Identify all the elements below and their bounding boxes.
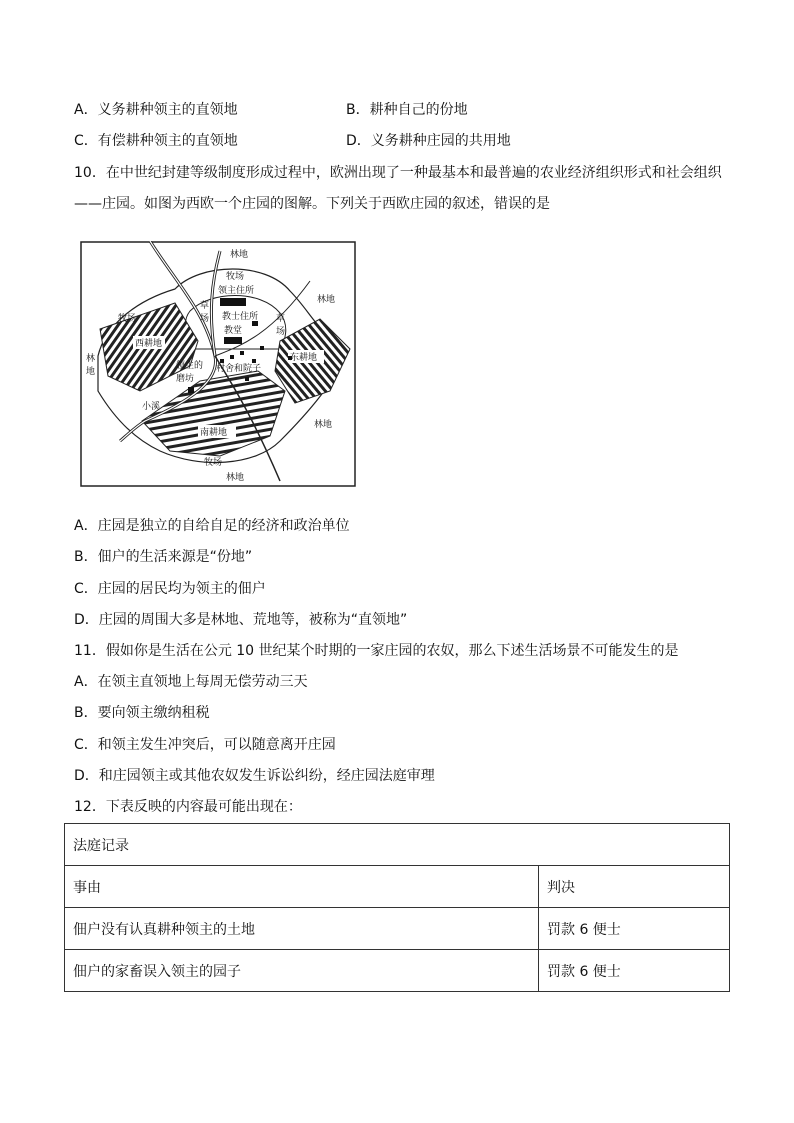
q10-stem-line2: ——庄园。如图为西欧一个庄园的图解。下列关于西欧庄园的叙述，错误的是 (74, 196, 550, 212)
label-forest-bottom: 林地 (226, 473, 245, 483)
label-stream: 小溪 (142, 402, 161, 412)
q10-stem-line1: 10．在中世纪封建等级制度形成过程中，欧洲出现了一种最基本和最普遍的农业经济组织形式和社会组织 (74, 165, 722, 181)
label-pasture-bottom: 牧场 (204, 458, 223, 468)
label-meadow-left-2: 场 (200, 314, 210, 324)
q9-option-row-1 (74, 100, 734, 120)
label-south-field: 南耕地 (200, 428, 228, 438)
q10-option-c: C．庄园的居民均为领主的佃户 (74, 581, 266, 597)
label-pasture-left: 牧场 (118, 314, 137, 324)
q9-option-c: C．有偿耕种领主的直领地 (74, 133, 238, 149)
table-header-verdict: 判决 (539, 866, 730, 908)
q11-option-b: B．要向领主缴纳租税 (74, 705, 210, 721)
label-lord-mill-1: 领主的 (176, 361, 204, 371)
table-row (65, 908, 730, 950)
label-lord-mill-2: 磨坊 (176, 374, 195, 384)
church-building (224, 337, 242, 344)
table-header-row (65, 866, 730, 908)
q10-option-b: B．佃户的生活来源是“份地” (74, 549, 253, 565)
label-forest-left-1: 林 (86, 354, 96, 364)
table-cell-cause: 佃户的家畜误入领主的园子 (65, 950, 539, 992)
label-west-field: 西耕地 (135, 339, 163, 349)
table-cell-verdict: 罚款 6 便士 (539, 908, 730, 950)
manor-diagram (80, 241, 356, 487)
q11-option-a: A．在领主直领地上每周无偿劳动三天 (74, 674, 308, 690)
q9-option-d: D．义务耕种庄园的共用地 (346, 133, 511, 149)
label-priest-house: 教士住所 (222, 312, 259, 322)
table-title: 法庭记录 (65, 824, 730, 866)
table-header-cause: 事由 (65, 866, 539, 908)
label-pasture-top: 牧场 (226, 272, 245, 282)
label-east-field: 东耕地 (290, 353, 318, 363)
label-lord-house: 领主住所 (218, 286, 255, 296)
q9-option-b: B．耕种自己的份地 (346, 102, 468, 118)
table-title-row (65, 824, 730, 866)
label-church: 教堂 (224, 326, 243, 336)
label-forest-lower-right: 林地 (314, 420, 333, 430)
label-forest-left-2: 地 (86, 367, 96, 377)
lord-house-building (220, 298, 246, 306)
label-village: 村舍和院子 (216, 364, 262, 374)
label-meadow-right-1: 草 (276, 314, 286, 324)
q11-option-c: C．和领主发生冲突后，可以随意离开庄园 (74, 737, 336, 753)
q12-stem: 12．下表反映的内容最可能出现在： (74, 799, 302, 815)
q10-option-a: A．庄园是独立的自给自足的经济和政治单位 (74, 518, 350, 534)
label-meadow-left-1: 草 (200, 301, 210, 311)
table-row (65, 950, 730, 992)
court-record-table (64, 823, 730, 992)
q11-option-d: D．和庄园领主或其他农奴发生诉讼纠纷，经庄园法庭审理 (74, 768, 435, 784)
label-meadow-right-2: 场 (276, 327, 286, 337)
table-cell-verdict: 罚款 6 便士 (539, 950, 730, 992)
label-forest-right: 林地 (317, 295, 336, 305)
q9-option-a: A．义务耕种领主的直领地 (74, 102, 238, 118)
mill-building (188, 387, 194, 393)
label-forest-top: 林地 (230, 250, 249, 260)
table-cell-cause: 佃户没有认真耕种领主的土地 (65, 908, 539, 950)
q9-option-row-2 (74, 131, 734, 151)
q11-stem: 11．假如你是生活在公元 10 世纪某个时期的一家庄园的农奴，那么下述生活场景不可能发生的是 (74, 643, 679, 659)
q10-option-d: D．庄园的周围大多是林地、荒地等，被称为“直领地” (74, 612, 408, 628)
